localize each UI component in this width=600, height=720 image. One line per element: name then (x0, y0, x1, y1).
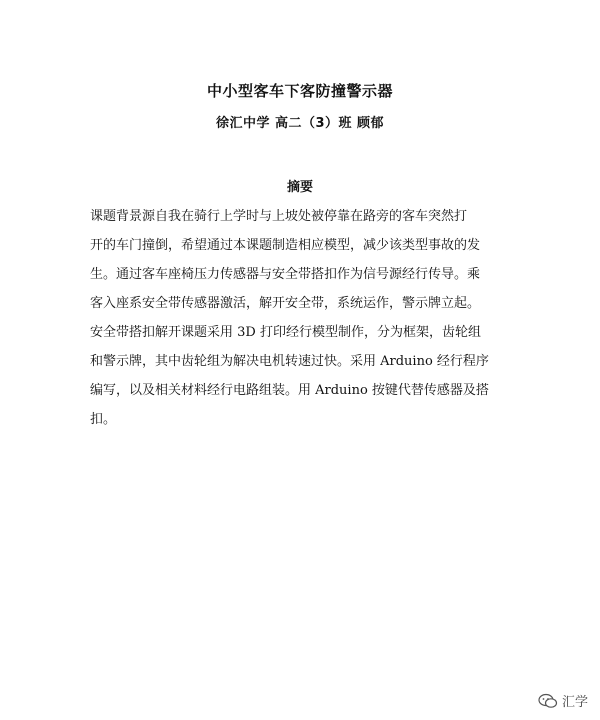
abstract-line: 和警示牌，其中齿轮组为解决电机转速过快。采用 Arduino 经行程序 (90, 354, 489, 369)
abstract-body (90, 202, 530, 434)
author-line: 徐汇中学 高二（3）班 顾郁 (215, 116, 385, 131)
abstract-heading: 摘要 (286, 180, 313, 195)
abstract-line: 编写，以及相关材料经行电路组装。用 Arduino 按键代替传感器及搭 (90, 383, 489, 398)
abstract-line: 扣。 (90, 412, 117, 427)
abstract-line: 课题背景源自我在骑行上学时与上坡处被停靠在路旁的客车突然打 (90, 209, 468, 224)
page-title: 中小型客车下客防撞警示器 (206, 82, 393, 100)
watermark (538, 691, 588, 710)
watermark-text: 汇学 (561, 695, 588, 710)
abstract-line: 安全带搭扣解开课题采用 3D 打印经行模型制作，分为框架，齿轮组 (90, 325, 481, 340)
abstract-line: 客入座系安全带传感器激活，解开安全带，系统运作，警示牌立起。 (90, 296, 481, 311)
abstract-line: 开的车门撞倒，希望通过本课题制造相应模型，减少该类型事故的发 (90, 238, 481, 253)
wechat-icon (538, 693, 558, 709)
abstract-line: 生。通过客车座椅压力传感器与安全带搭扣作为信号源经行传导。乘 (90, 267, 481, 282)
